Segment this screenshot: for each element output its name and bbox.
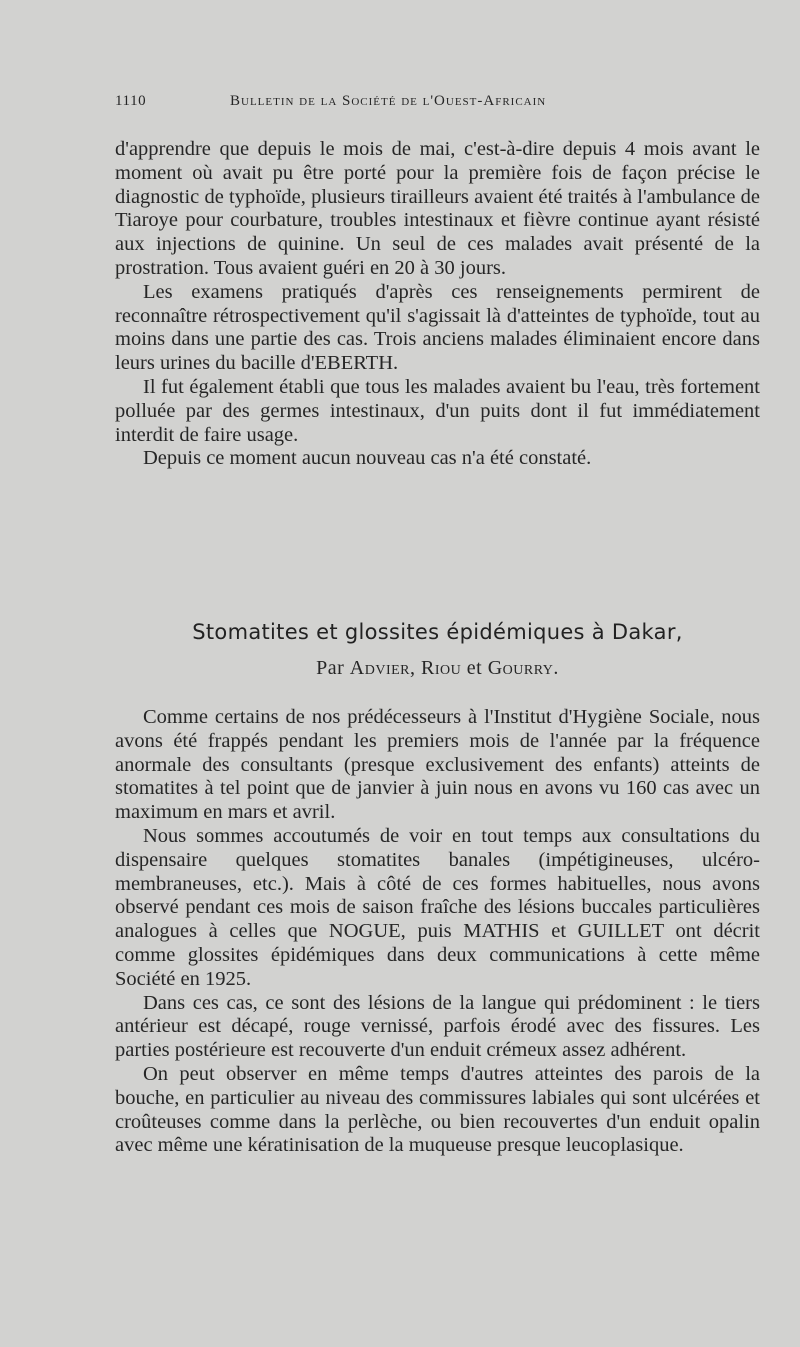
paragraph: On peut observer en même temps d'autres atteintes des parois de la bouche, en particulier au niveau des commissures labiales qui sont ulcérées et croûteuses comme dans la perlèche, ou bien recouvertes d'un enduit opalin avec même une kératinisation de la muqueuse presque leucoplasique. bbox=[115, 1062, 760, 1157]
paragraph: Comme certains de nos prédécesseurs à l'Institut d'Hygiène Sociale, nous avons été frappés pendant les premiers mois de l'année par la fréquence anormale des consultants (presque exclusivement des enfants) atteints de stomatites à tel point que de janvier à juin nous en avons vu 160 cas avec un maximum en mars et avril. bbox=[115, 706, 760, 824]
paragraph: Dans ces cas, ce sont des lésions de la langue qui prédominent : le tiers antérieur est décapé, rouge vernissé, parfois érodé avec des fissures. Les parties postérieure est recouverte d'un enduit crémeux assez adhérent. bbox=[115, 991, 760, 1062]
page-number: 1110 bbox=[115, 93, 147, 109]
paragraph: Depuis ce moment aucun nouveau cas n'a été constaté. bbox=[143, 447, 592, 470]
author-name: Gourry. bbox=[487, 657, 559, 679]
previous-article-text bbox=[115, 138, 760, 471]
article-title: Stomatites et glossites épidémiques à Dakar, bbox=[192, 620, 683, 644]
author-name: Riou bbox=[421, 657, 462, 679]
paragraph: d'apprendre que depuis le mois de mai, c'est-à-dire depuis 4 mois avant le moment où avait pu être porté pour la première fois de façon précise le diagnostic de typhoïde, plusieurs tirailleurs avaient été traités à l'ambulance de Tiaroye pour courbature, troubles intestinaux et fièvre continue ayant résisté aux injections de quinine. Un seul de ces malades avait présenté de la prostration. Tous avaient guéri en 20 à 30 jours. bbox=[115, 138, 760, 279]
journal-title: Bulletin de la Société de l'Ouest-Africain bbox=[230, 93, 547, 109]
byline-prefix: Par bbox=[316, 657, 345, 679]
paragraph: Les examens pratiqués d'après ces renseignements permirent de reconnaître rétrospectivement qu'il s'agissait là d'atteintes de typhoïde, tout au moins dans une partie des cas. Trois anciens malades éliminaient encore dans leurs urines du bacille d'EBERTH. bbox=[115, 280, 760, 375]
paragraph: Il fut également établi que tous les malades avaient bu l'eau, très fortement polluée par des germes intestinaux, d'un puits dont il fut immédiatement interdit de faire usage. bbox=[115, 375, 760, 446]
article-byline bbox=[115, 657, 760, 680]
paragraph: Nous sommes accoutumés de voir en tout temps aux consultations du dispensaire quelques stomatites banales (impétigineuses, ulcéro-membraneuses, etc.). Mais à côté de ces formes habituelles, nous avons observé pendant ces mois de saison fraîche des lésions buccales particulières analogues à celles que NOGUE, puis MATHIS et GUILLET ont décrit comme glossites épidémiques dans deux communications à cette même Société en 1925. bbox=[115, 824, 760, 990]
byline-conjunction: et bbox=[466, 657, 483, 679]
article-body bbox=[115, 706, 760, 1158]
author-name: Advier, bbox=[349, 657, 416, 679]
